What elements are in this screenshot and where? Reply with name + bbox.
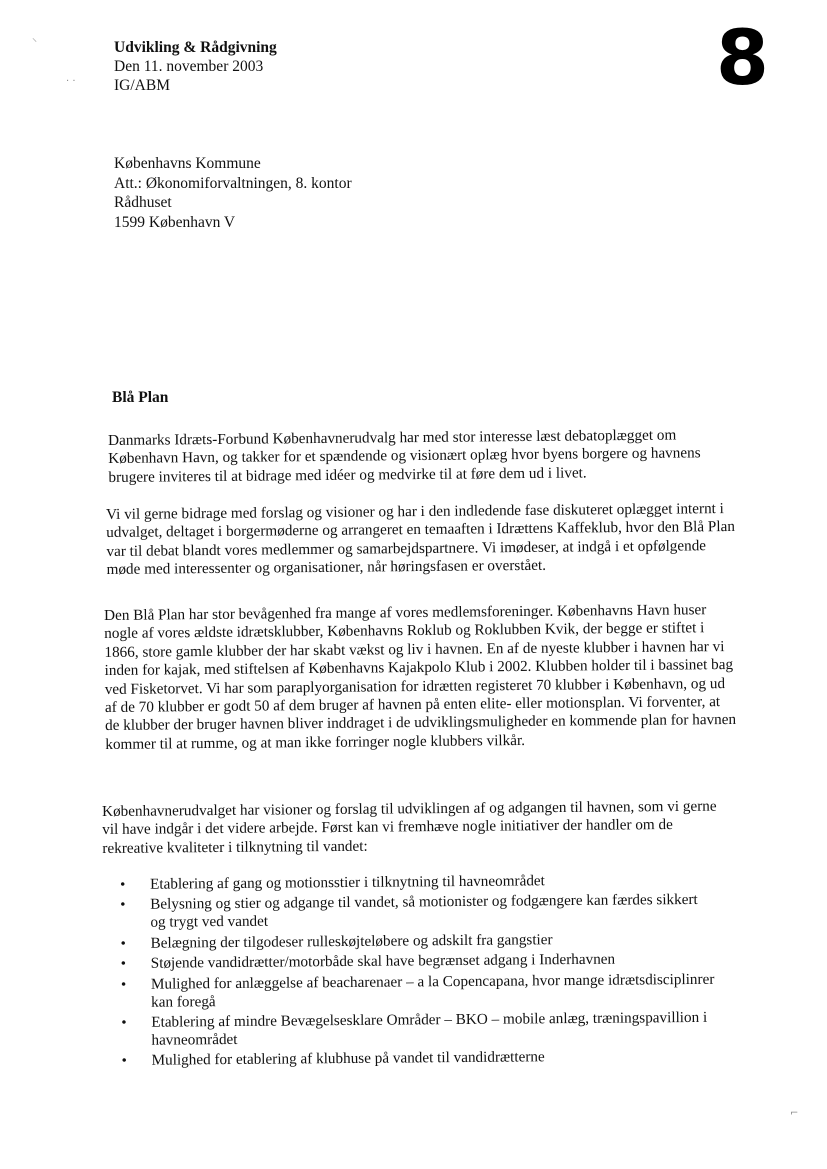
list-item-text: Etablering af mindre Bevægelsesklare Områder – BKO – mobile anlæg, træningspavillion i havneområdet: [151, 1008, 708, 1049]
list-item: [117, 1009, 717, 1050]
reference-initials: IG/ABM: [114, 77, 170, 94]
body-paragraph: Vi vil gerne bidrage med forslag og visioner og har i den indledende fase diskuteret oplægget internt i udvalget, deltaget i borgermøderne og arrangeret en temaaften i Idrættens Kaffeklub, hvor den Blå Plan var til debat blandt vores medlemmer og samarbejdspartnere. Vi imødeser, at indgå i et opfølgende møde med interessenter og organisationer, når høringsfasen er overstået.: [106, 500, 735, 579]
bullet-icon: •: [120, 935, 126, 952]
scan-mark: ⌐: [790, 1108, 799, 1119]
list-item-text: Mulighed for anlæggelse af beacharenaer – a la Copencapana, hvor mange idrætsdisciplinrer kan foregå: [150, 970, 715, 1011]
bullet-icon: •: [121, 1014, 127, 1031]
letter-subject: Blå Plan: [112, 389, 169, 406]
body-paragraph: Københavnerudvalget har visioner og forslag til udviklingen af og adgangen til havnen, som vi gerne vil have indgår i det videre arbejde. Først kan vi fremhæve nogle initiativer der handler om de rekreative kvaliteter i tilknytning til vandet:: [102, 797, 717, 857]
bullet-icon: •: [120, 976, 127, 993]
list-item: [117, 970, 717, 1011]
recipient-line: Rådhuset: [114, 194, 172, 211]
list-item: [117, 950, 717, 973]
scan-mark: · ·: [66, 76, 76, 87]
sender-org: Udvikling & Rådgivning: [114, 39, 277, 56]
list-item-text: Belægning der tilgodeser rulleskøjteløbere og adskilt fra gangstier: [150, 930, 553, 952]
recipient-line: Københavns Kommune: [114, 155, 261, 172]
bullet-icon: •: [120, 876, 126, 893]
recipient-line: Att.: Økonomiforvaltningen, 8. kontor: [114, 174, 352, 192]
sender-block: [114, 38, 277, 95]
recipient-line: 1599 København V: [114, 213, 236, 231]
list-item: [116, 891, 716, 932]
list-item-text: Belysning og stier og adgange til vandet, så motionister og fodgængere kan færdes sikkert og trygt ved vandet: [150, 891, 698, 932]
list-item-text: Etablering af gang og motionsstier i tilknytning til havneområdet: [149, 872, 545, 893]
list-item: [118, 1047, 718, 1070]
list-item-text: Mulighed for etablering af klubhuse på vandet til vandidrætterne: [151, 1048, 545, 1070]
handwritten-page-number: 8: [716, 13, 769, 102]
initiatives-list: [116, 871, 718, 1073]
scan-mark: ⸜: [32, 33, 37, 44]
list-item-text: Støjende vandidrætter/motorbåde skal have begrænset adgang i Inderhavnen: [150, 950, 616, 972]
list-item: [116, 871, 716, 894]
body-paragraph: Den Blå Plan har stor bevågenhed fra mange af vores medlemsforeninger. Københavns Havn huser nogle af vores ældste idrætsklubber, Københavns Roklub og Roklubben Kvik, der begge er stiftet i 1866, store gamle klubber der har skabt vækst og liv i havnen. En af de nyeste klubber i havnen har vi inden for kajak, med stiftelsen af Københavns Kajakpolo Klub i 2002. Klubben holder til i bassinet bag ved Fisketorvet. Vi har som paraplyorganisation for idrætten registeret 70 klubber i København, og ud af de 70 klubber er godt 50 af dem bruger af havnen på enten elite- eller motionsplan. Vi forventer, at de klubber der bruger havnen bliver inddraget i de udviklingsmuligheder en kommende plan for havnen kommer til at rumme, og at man ikke forringer nogle klubbers vilkår.: [104, 601, 737, 753]
bullet-icon: •: [120, 897, 126, 914]
bullet-icon: •: [121, 1053, 127, 1070]
recipient-address: [114, 154, 352, 232]
list-item: [117, 930, 717, 953]
body-paragraph: Danmarks Idræts-Forbund Københavnerudvalg har med stor interesse læst debatoplægget om København Havn, og takker for et spændende og visionært oplæg hvor byens borgere og havnens brugere inviteres til at bidrage med idéer og medvirke til at føre dem ud i livet.: [108, 426, 701, 486]
letter-date: Den 11. november 2003: [114, 58, 264, 75]
bullet-icon: •: [120, 956, 127, 973]
